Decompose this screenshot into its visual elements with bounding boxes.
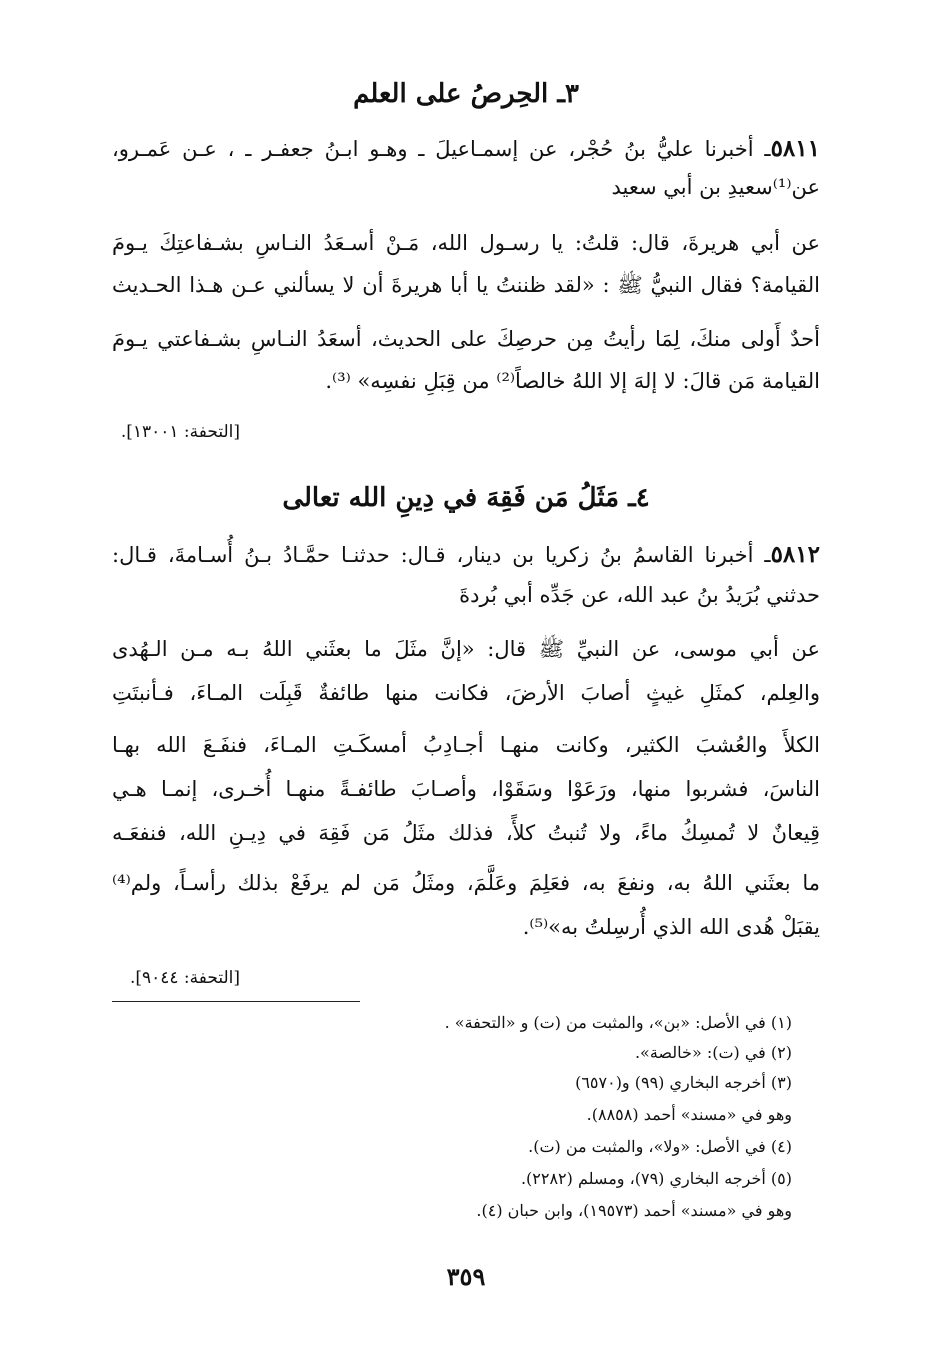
hadith-5812-matn-line: والعِلم، كمثَلِ غيثٍ أصابَ الأرضَ، فكانت منها طائفةٌ قَبِلَت المـاءَ، فـأنبتَتِ (112, 681, 820, 705)
footnote: (٣) أخرجه البخاري (٩٩) و(٦٥٧٠) (575, 1073, 792, 1092)
isnad-text: ـ أخبرنا القاسمُ بنُ زكريا بن دينار، قـال: حدثنـا حمَّـادُ بـنُ أُسـامةَ، قـال: (112, 543, 771, 567)
footnote: (٤) في الأصل: «ولا»، والمثبت من (ت). (528, 1137, 792, 1156)
hadith-5811-matn-line: القيامة مَن قالَ: لا إلهَ إلا اللهُ خالصاً⁽²⁾ من قِبَلِ نفسِه» ⁽³⁾. (325, 369, 820, 393)
hadith-5812-isnad-line-2: حدثني بُرَيدُ بنُ عبد الله، عن جَدِّه أبي بُردةَ (459, 583, 820, 607)
footnote: (٥) أخرجه البخاري (٧٩)، ومسلم (٢٢٨٢). (520, 1169, 792, 1188)
tuhfa-reference: [التحفة: ١٣٠٠١]. (120, 422, 240, 442)
hadith-5811-matn-line: أحدٌ أَولى منكَ، لِمَا رأيتُ مِن حرصِكَ على الحديث، أسعَدُ النـاسِ بشـفاعتي يـومَ (112, 327, 820, 351)
footnote: وهو في «مسند» أحمد (١٩٥٧٣)، وابن حبان (٤). (476, 1201, 792, 1220)
hadith-number: ٥٨١١ (770, 135, 820, 162)
isnad-text: ـ أخبرنا عليُّ بنُ حُجْر، عن إسمـاعيلَ ـ وهـو ابـنُ جعفـر ـ ، عـن عَمـرو، (112, 137, 771, 161)
hadith-5812-matn-line: الناسَ، فشربوا منها، ورَعَوْا وسَقَوْا، وأصـابَ طائفـةً منهـا أُخـرى، إنمـا هـي (112, 777, 820, 801)
hadith-5812-matn-line: الكلأَ والعُشبَ الكثير، وكانت منهـا أجـادِبُ أمسكَـتِ المـاءَ، فنفَـعَ الله بهـا (112, 733, 820, 757)
document-page (112, 0, 820, 1362)
hadith-5812-matn-line: قِيعانٌ لا تُمسِكُ ماءً، ولا تُنبتُ كلأً، فذلك مثَلُ مَن فَقِهَ في دِيـنِ الله، فنفعَـه (112, 821, 820, 845)
hadith-5812-matn-line: عن أبي موسى، عن النبيِّ ﷺ قال: «إنَّ مثَلَ ما بعثَني اللهُ بـه مـن الـهُدى (112, 637, 820, 661)
hadith-5811-matn-line: عن أبي هريرةَ، قال: قلتُ: يا رسـول الله، مَـنْ أسـعَدُ النـاسِ بشـفاعتِكَ يـومَ (112, 231, 820, 255)
hadith-5811-isnad-line-2: عن⁽¹⁾سعيدِ بن أبي سعيد (611, 175, 820, 199)
hadith-5812-isnad-line-1 (112, 540, 820, 570)
hadith-5811-isnad-line-1 (112, 134, 820, 164)
hadith-5811-matn-line: القيامة؟ فقال النبيُّ ﷺ : «لقد ظننتُ يا أبا هريرةَ أن لا يسألني عـن هـذا الحـديث (112, 273, 820, 297)
footnote-separator (112, 1001, 360, 1002)
tuhfa-reference: [التحفة: ٩٠٤٤]. (129, 968, 240, 988)
section-title-3: ٣ـ الحِرصُ على العلم (353, 79, 579, 109)
footnote: (١) في الأصل: «بن»، والمثبت من (ت) و «التحفة» . (444, 1013, 792, 1032)
hadith-number: ٥٨١٢ (770, 541, 820, 568)
page-number: ٣٥٩ (446, 1262, 486, 1291)
hadith-5812-matn-line: يقبَلْ هُدى الله الذي أُرسِلتُ به»⁽⁵⁾. (522, 915, 820, 939)
hadith-5812-matn-line: ما بعثَني اللهُ به، ونفعَ به، فعَلِمَ وعَلَّمَ، ومثَلُ مَن لم يرفَعْ بذلك رأسـاً، ولم⁽⁴⁾ (112, 871, 820, 895)
section-title-4: ٤ـ مَثَلُ مَن فَقِهَ في دِينِ الله تعالى (282, 483, 650, 513)
footnote: وهو في «مسند» أحمد (٨٨٥٨). (586, 1105, 792, 1124)
footnote: (٢) في (ت): «خالصة». (634, 1043, 792, 1062)
